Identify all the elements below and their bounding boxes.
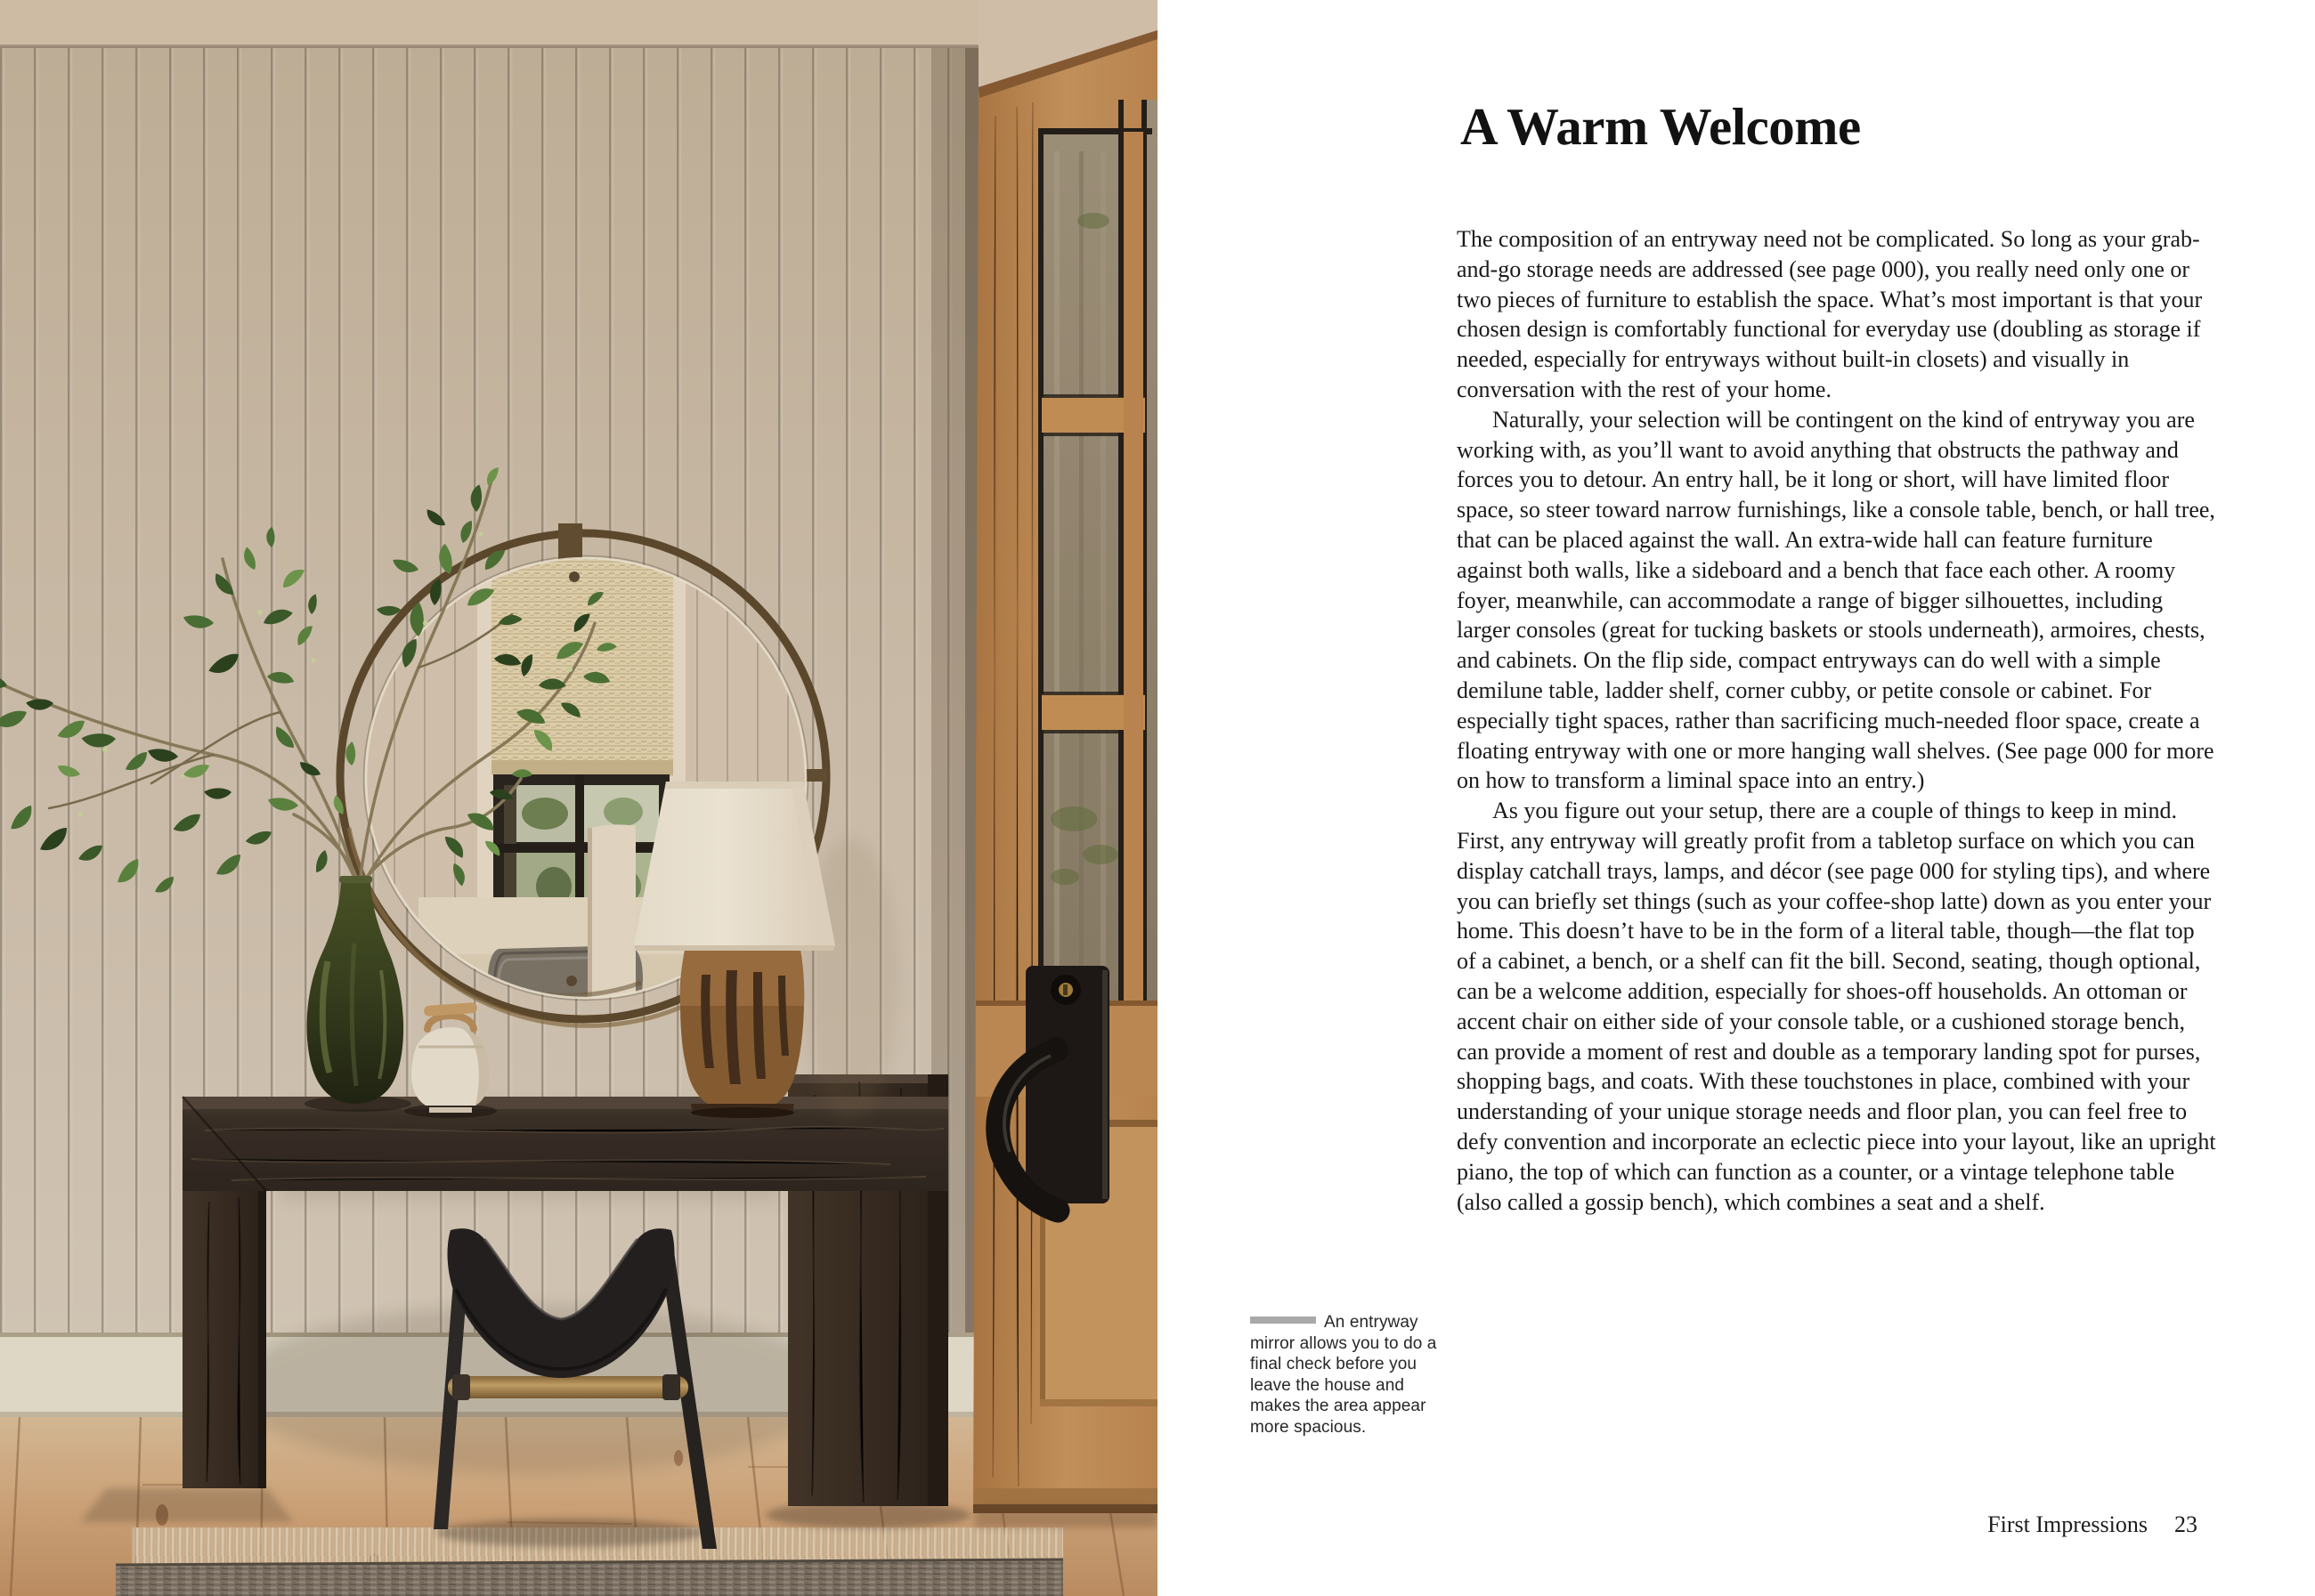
photo-caption [1250, 1312, 1450, 1438]
text-page [1158, 0, 2315, 1596]
paragraph: As you figure out your setup, there are a couple of things to keep in mind. First, any entryway will greatly profit from a tabletop surface on which you can display catchall trays, lamps, and décor (see page 000 for styling tips), and where you can briefly set things (such as your coffee-shop latte) down as you enter your home. This doesn’t have to be in the form of a literal table, though—the flat top of a cabinet, a bench, or a shelf can fit the bill. Second, seating, though optional, can be a welcome addition, especially for shoes-off households. An ottoman or accent chair on either side of your console table, or a cushioned storage bench, can provide a moment of rest and double as a temporary landing spot for purses, shopping bags, and coats. With these touchstones in place, combined with your understanding of your unique storage needs and floor plan, you can feel free to defy convention and incorporate an eclectic piece into your layout, like an upright piano, the top of which can function as a counter, or a vintage telephone table (also called a gossip bench), which combines a seat and a shelf. [1457, 798, 2216, 1215]
running-head: First Impressions [1987, 1511, 2148, 1537]
page-number: 23 [2174, 1511, 2197, 1537]
page-footer [1987, 1511, 2197, 1538]
body-text [1457, 224, 2219, 1217]
caption-rule [1250, 1316, 1316, 1324]
caption-text: An entryway mirror allows you to do a final check before you leave the house and makes the area appear more spacious. [1250, 1313, 1437, 1437]
paragraph: The composition of an entryway need not be complicated. So long as your grab-and-go storage needs are addressed (see page 000), you really need only one or two pieces of furniture to establish the space. What’s most important is that your chosen design is comfortably functional for everyday use (doubling as storage if needed, especially for entryways without built-in closets) and visually in conversation with the rest of your home. [1457, 226, 2203, 402]
page-title: A Warm Welcome [1460, 97, 1861, 156]
paragraph: Naturally, your selection will be contingent on the kind of entryway you are working with, as you’ll want to avoid anything that obstructs the pathway and forces you to detour. An entry hall, be it long or short, will have limited floor space, so steer toward narrow furnishings, like a console table, bench, or hall tree, that can be placed against the wall. An extra-wide hall can feature furniture against both walls, like a sideboard and a bench that face each other. A roomy foyer, meanwhile, can accommodate a range of bigger silhouettes, including larger consoles (great for tucking baskets or stools underneath), armoires, chests, and cabinets. On the flip side, compact entryways can do well with a simple demilune table, ladder shelf, corner cubby, or petite console or cabinet. For especially tight spaces, rather than sacrificing much-needed floor space, create a floating entryway with one or more hanging wall shelves. (See page 000 for more on how to transform a liminal space into an entry.) [1457, 406, 2215, 794]
